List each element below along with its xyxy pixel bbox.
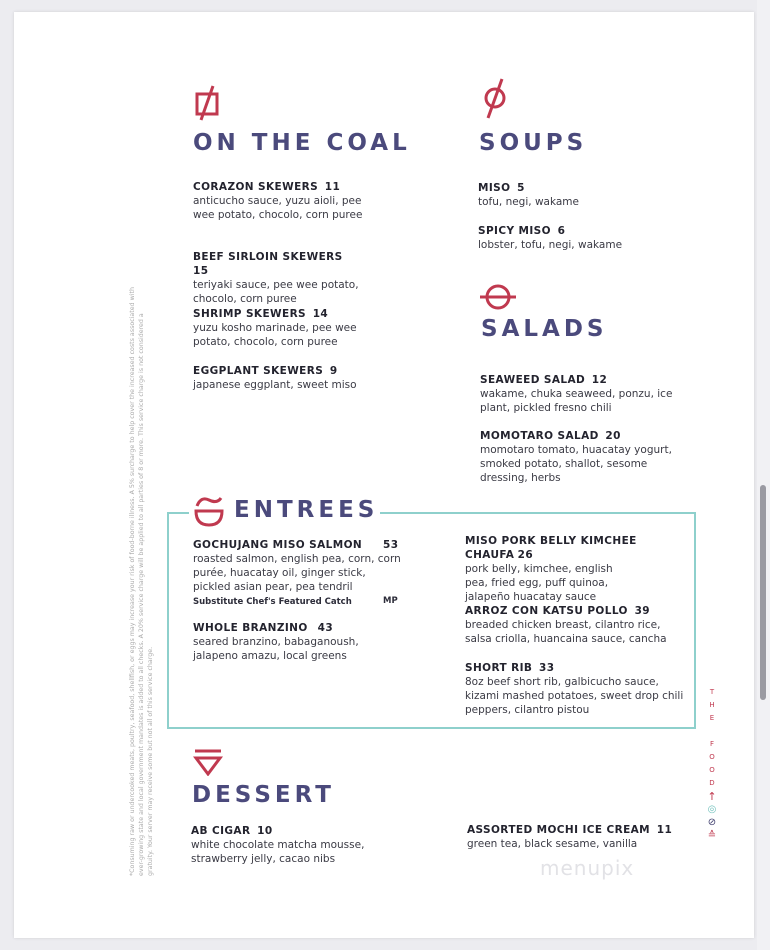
menu-item: AB CIGAR 10 white chocolate matcha mousse, strawberry jelly, cacao nibs [191,825,365,865]
menu-item: SHRIMP SKEWERS 14 yuzu kosho marinade, pee wee potato, chocolo, corn puree [193,308,357,348]
coal-icon [193,84,223,122]
menu-item: EGGPLANT SKEWERS 9 japanese eggplant, sweet miso [193,365,357,391]
menu-item: WHOLE BRANZINO 43 seared branzino, babaganoush, jalapeno amazu, local greens [193,622,359,662]
menu-item: SEAWEED SALAD 12 wakame, chuka seaweed, ponzu, ice plant, pickled fresno chili [480,374,673,414]
entrees-icon [193,494,225,528]
menu-item: BEEF SIRLOIN SKEWERS 15 teriyaki sauce, pee wee potato, chocolo, corn puree [193,251,359,305]
menu-item: MOMOTARO SALAD 20 momotaro tomato, huacatay yogurt, smoked potato, shallot, sesome dressing, herbs [480,430,672,484]
salads-mini-icon[interactable]: ⊘ [707,817,717,828]
arrow-up-icon[interactable]: ↑ [707,790,717,803]
menu-item: SPICY MISO 6 lobster, tofu, negi, wakame [478,225,623,251]
dessert-icon [193,748,223,776]
menu-item: MISO PORK BELLY KIMCHEE CHAUFA 26 pork belly, kimchee, english pea, fried egg, puff quinoa, jalapeño huacatay sauce [465,535,637,603]
side-label: T H E F O O D ↑ ◎ ⊘ ≙ [707,688,717,841]
section-title-soups: SOUPS [479,130,588,156]
salads-icon [478,282,518,312]
dessert-mini-icon[interactable]: ≙ [707,830,717,841]
entrees-box-border [380,512,694,514]
scrollbar-track[interactable] [757,0,770,950]
section-title-entrees: ENTREES [234,497,379,523]
section-title-dessert: DESSERT [192,782,335,808]
soups-icon [480,76,512,122]
menu-item: SHORT RIB 33 8oz beef short rib, galbicucho sauce, kizami mashed potatoes, sweet drop chili peppers, cilantro pistou [465,662,684,716]
menu-item: CORAZON SKEWERS 11 anticucho sauce, yuzu aioli, pee wee potato, chocolo, corn puree [193,181,363,221]
disclaimer: *Consuming raw or undercooked meats, poultry, seafood, shellfish, or eggs may increase your risk of food-borne illness. A 5% surcharge to help cover the increased costs associated with ever-growing state and local government mandates is added to all checks. A 20% service charge will be applied to all parties of 8 or more. This service charge is not considered a gratuity. Your server may receive some but not all of this service charge. [129,287,154,876]
section-title-salads: SALADS [481,316,608,342]
section-title-coal: ON THE COAL [193,130,411,156]
menu-item: MISO 5 tofu, negi, wakame [478,182,579,208]
entrees-box-border [167,512,189,514]
menu-item: ARROZ CON KATSU POLLO 39 breaded chicken breast, cilantro rice, salsa criolla, huancaina sauce, cancha [465,605,667,645]
menu-item: GOCHUJANG MISO SALMON 53 roasted salmon, english pea, corn, corn purée, huacatay oil, ginger stick, pickled asian pear, pea tendril Substitute Chef's Featured Catch MP [193,539,401,607]
entrees-mini-icon[interactable]: ◎ [707,804,717,815]
scrollbar-thumb[interactable] [760,485,766,700]
menu-item: ASSORTED MOCHI ICE CREAM 11 green tea, black sesame, vanilla [467,824,673,850]
watermark: menupix [540,856,635,880]
